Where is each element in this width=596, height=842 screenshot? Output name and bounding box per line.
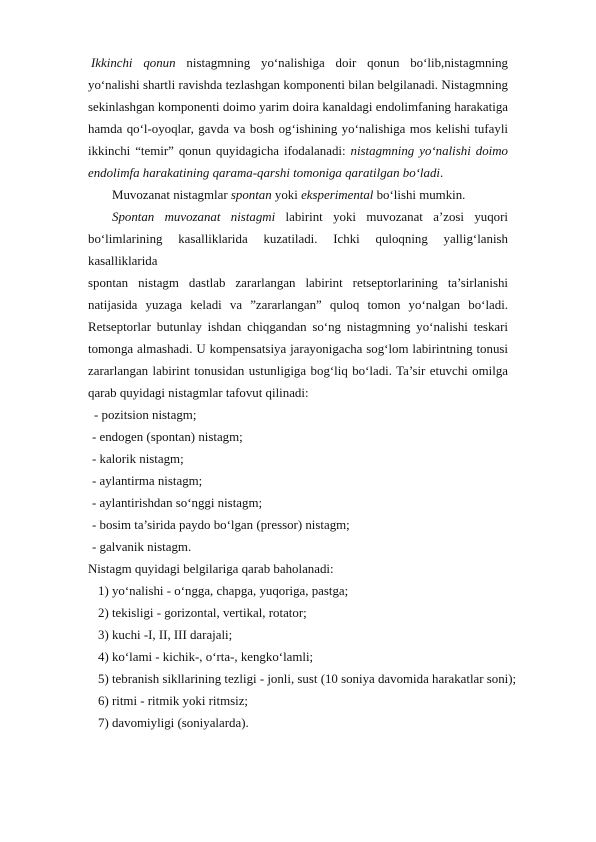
para1-line-6-italic: endolimfa harakatining qarama-qarshi tomoniga qaratilgan bo‘ladi: [88, 166, 440, 180]
para1-line-5: [88, 140, 508, 162]
para1-line-6: [88, 162, 508, 184]
para1-line-5-text: ikkinchi “temir” qonun quyidagicha ifodalanadi:: [88, 144, 351, 158]
para2-text-c: yoki: [271, 188, 302, 202]
para1-line-4: hamda qo‘l-oyoqlar, gavda va bosh og‘ishining yo‘nalishiga mos kelishi tufayli: [88, 122, 508, 136]
list-item-criterion: 1) yo‘nalishi - o‘ngga, chapga, yuqoriga, pastga;: [98, 584, 349, 598]
para3-line-7: zararlangan labirint tonusidan ustunligiga bog‘liq bo‘ladi. Ta’sir etuvchi omilga: [88, 364, 508, 378]
list-item-type: - galvanik nistagm.: [92, 540, 192, 554]
term-ikkinchi-qonun: Ikkinchi qonun: [91, 56, 176, 70]
para2-text-a: Muvozanat nistagmlar: [112, 188, 231, 202]
para1-line-6-period: .: [440, 166, 444, 180]
list-item-criterion: 7) davomiyligi (soniyalarda).: [98, 716, 249, 730]
para3-line-2: bo‘limlarining kasalliklarida kuzatiladi. Ichki quloqning yallig‘lanish kasalliklarida: [88, 232, 508, 268]
list-item-criterion: 2) tekisligi - gorizontal, vertikal, rotator;: [98, 606, 307, 620]
para2: [88, 184, 508, 206]
para1-line-2: yo‘nalishi shartli ravishda tezlashgan komponenti bilan belgilanadi. Nistagmning: [88, 78, 508, 92]
para3-line-8: qarab quyidagi nistagmlar tafovut qilinadi:: [88, 386, 309, 400]
list-item-type: - kalorik nistagm;: [92, 452, 184, 466]
list-item-type: - aylantirishdan so‘nggi nistagm;: [92, 496, 263, 510]
list-item-type: - endogen (spontan) nistagm;: [92, 430, 243, 444]
criteria-intro: Nistagm quyidagi belgilariga qarab baholanadi:: [88, 562, 334, 576]
list-item-criterion: 4) ko‘lami - kichik-, o‘rta-, kengko‘lamli;: [98, 650, 314, 664]
para3-line-1: [88, 206, 508, 228]
list-item-type: - aylantirma nistagm;: [92, 474, 203, 488]
term-spontan-muvozanat-nistagmi: Spontan muvozanat nistagmi: [112, 210, 276, 224]
para3-line-5: Retseptorlar butunlay ishdan chiqgandan so‘ng nistagmning yo‘nalishi teskari: [88, 320, 508, 334]
para3-line-3: spontan nistagm dastlab zararlangan labirint retseptorlarining ta’sirlanishi: [88, 276, 508, 290]
para1-line-1: [88, 52, 508, 74]
para3-line-1-text: labirint yoki muvozanat a’zosi yuqori: [275, 210, 508, 224]
list-item-type: - bosim ta’sirida paydo bo‘lgan (pressor) nistagm;: [92, 518, 350, 532]
list-item-type: - pozitsion nistagm;: [94, 408, 197, 422]
list-item-criterion: 5) tebranish sikllarining tezligi - jonli, sust (10 soniya davomida harakatlar soni);: [98, 672, 517, 686]
para1-line-1-text: nistagmning yo‘nalishiga doir qonun bo‘lib,nistagmning: [175, 56, 508, 70]
para3-line-4: natijasida yuzaga keladi va ”zararlangan” quloq tomon yo‘nalgan bo‘ladi.: [88, 298, 508, 312]
para1-line-3: sekinlashgan komponenti doimo yarim doira kanaldagi endolimfaning harakatiga: [88, 100, 508, 114]
list-item-criterion: 6) ritmi - ritmik yoki ritmsiz;: [98, 694, 249, 708]
para2-text-e: bo‘lishi mumkin.: [373, 188, 466, 202]
document-body: [88, 52, 517, 734]
term-eksperimental: eksperimental: [301, 188, 374, 202]
list-item-criterion: 3) kuchi -I, II, III darajali;: [98, 628, 233, 642]
para3-line-6: tomonga almashadi. U kompensatsiya jarayonigacha sog‘lom labirintning tonusi: [88, 342, 508, 356]
para1-line-5-italic: nistagmning yo‘nalishi doimo: [350, 144, 508, 158]
term-spontan: spontan: [230, 188, 272, 202]
